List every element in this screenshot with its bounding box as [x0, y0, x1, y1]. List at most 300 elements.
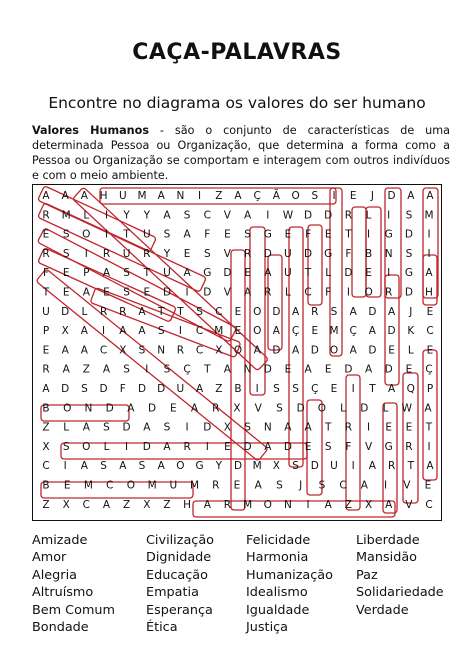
- grid-letter: A: [163, 209, 171, 222]
- grid-letter: L: [365, 209, 372, 222]
- word-list-column-1: [32, 532, 115, 636]
- grid-letter: A: [82, 421, 90, 434]
- grid-letter: E: [224, 440, 231, 453]
- grid-letter: U: [284, 267, 292, 280]
- grid-letter: V: [223, 247, 231, 260]
- grid-letter: A: [163, 440, 171, 453]
- grid-letter: A: [42, 190, 50, 202]
- grid-letter: A: [183, 267, 191, 280]
- word-list-item: Bem Comum: [32, 602, 115, 618]
- grid-letter: U: [330, 460, 338, 473]
- word-list-item: Empatia: [146, 585, 199, 601]
- grid-letter: E: [143, 286, 151, 299]
- grid-letter: A: [425, 267, 433, 280]
- grid-letter: C: [106, 479, 114, 492]
- grid-letter: F: [119, 383, 126, 395]
- grid-letter: V: [365, 440, 373, 453]
- grid-letter: D: [263, 363, 272, 376]
- grid-letter: M: [252, 460, 262, 473]
- grid-letter: A: [157, 190, 165, 202]
- grid-letter: A: [61, 344, 69, 357]
- grid-letter: R: [42, 247, 50, 260]
- grid-letter: C: [339, 479, 347, 492]
- grid-letter: A: [388, 305, 396, 318]
- grid-letter: R: [42, 209, 50, 222]
- grid-letter: E: [234, 305, 242, 318]
- grid-letter: A: [360, 479, 368, 492]
- grid-letter: A: [102, 267, 111, 280]
- grid-letters: [42, 189, 435, 511]
- grid-letter: D: [296, 402, 305, 415]
- grid-letter: A: [102, 498, 111, 511]
- grid-letter: N: [283, 498, 292, 511]
- grid-letter: Ç: [291, 325, 300, 338]
- grid-letter: A: [234, 190, 242, 202]
- grid-canvas: [33, 185, 443, 522]
- grid-letter: S: [123, 363, 130, 376]
- grid-letter: I: [198, 190, 202, 202]
- word-list-item: Harmonia: [246, 550, 309, 566]
- grid-letter: L: [83, 209, 90, 222]
- grid-letter: A: [349, 344, 357, 357]
- grid-letter: I: [427, 440, 431, 453]
- grid-letter: E: [385, 421, 393, 434]
- grid-letter: D: [61, 383, 70, 395]
- grid-letter: A: [143, 421, 151, 434]
- grid-letter: A: [424, 402, 432, 415]
- grid-letter: K: [407, 325, 415, 338]
- grid-letter: A: [284, 421, 292, 434]
- grid-letter: G: [384, 228, 393, 241]
- grid-letter: S: [196, 305, 203, 318]
- grid-letter: Z: [82, 363, 90, 376]
- grid-letter: S: [123, 267, 130, 280]
- grid-letter: D: [368, 305, 377, 318]
- grid-letter: N: [384, 247, 393, 260]
- grid-letter: S: [163, 228, 171, 241]
- grid-letter: E: [405, 363, 413, 376]
- grid-letter: I: [351, 383, 355, 395]
- grid-letter: X: [143, 498, 151, 511]
- grid-letter: F: [42, 267, 50, 280]
- grid-letter: U: [118, 190, 127, 202]
- grid-letter: M: [137, 190, 147, 202]
- word-list-column-4: [356, 532, 444, 619]
- grid-letter: C: [195, 344, 204, 357]
- grid-letter: D: [404, 228, 413, 241]
- grid-letter: O: [291, 190, 300, 202]
- grid-letter: E: [424, 479, 432, 492]
- word-list-item: Idealismo: [246, 585, 308, 601]
- grid-letter: F: [345, 247, 352, 260]
- grid-letter: D: [360, 402, 369, 415]
- grid-letter: S: [276, 402, 283, 415]
- grid-letter: E: [234, 325, 242, 338]
- grid-letter: I: [367, 421, 371, 434]
- grid-letter: D: [310, 344, 319, 357]
- grid-letter: I: [387, 209, 391, 222]
- grid-letter: S: [292, 383, 299, 395]
- word-list-item: Mansidão: [356, 550, 418, 566]
- grid-letter: O: [317, 402, 327, 415]
- grid-letter: E: [169, 402, 177, 415]
- grid-letter: A: [388, 383, 396, 395]
- grid-letter: S: [157, 325, 165, 338]
- grid-letter: S: [81, 383, 88, 395]
- grid-letter: R: [212, 402, 220, 415]
- grid-letter: O: [364, 286, 373, 299]
- grid-letter: A: [42, 383, 50, 395]
- grid-letter: R: [387, 460, 396, 473]
- grid-letter: S: [244, 421, 251, 434]
- grid-letter: T: [324, 421, 332, 434]
- grid-letter: L: [81, 305, 88, 318]
- grid-letter: O: [82, 440, 91, 453]
- grid-letter: P: [83, 267, 90, 280]
- grid-letter: S: [123, 286, 130, 299]
- grid-letter: Ç: [253, 190, 261, 202]
- grid-letter: X: [119, 344, 127, 357]
- grid-letter: C: [99, 344, 108, 357]
- grid-letter: C: [304, 286, 312, 299]
- found-word-outline: [383, 403, 397, 513]
- word-list-item: Felicidade: [246, 533, 311, 548]
- grid-letter: A: [244, 209, 252, 222]
- grid-letter: T: [42, 286, 50, 299]
- grid-letter: R: [243, 247, 252, 260]
- grid-letter: A: [82, 286, 90, 299]
- grid-letter: R: [344, 209, 353, 222]
- grid-letter: A: [80, 460, 88, 473]
- grid-letter: C: [82, 498, 90, 511]
- grid-letter: Ç: [311, 383, 319, 395]
- intro-term: Valores Humanos: [32, 124, 149, 137]
- grid-letter: D: [61, 305, 70, 318]
- grid-letter: X: [272, 460, 281, 473]
- grid-letter: S: [318, 479, 326, 492]
- grid-letter: U: [122, 247, 131, 260]
- grid-letter: O: [82, 228, 91, 241]
- grid-letter: J: [299, 479, 303, 492]
- grid-letter: M: [424, 209, 434, 222]
- grid-letter: V: [223, 209, 231, 222]
- grid-letter: L: [325, 267, 332, 280]
- grid-letter: Ã: [272, 190, 280, 202]
- grid-letter: S: [62, 228, 70, 241]
- grid-letter: C: [203, 209, 211, 222]
- grid-letter: D: [387, 325, 396, 338]
- grid-letter: W: [401, 402, 412, 415]
- grid-letter: D: [142, 440, 151, 453]
- grid-letter: O: [126, 479, 136, 492]
- grid-letter: E: [42, 344, 50, 357]
- grid-letter: I: [104, 209, 109, 222]
- grid-letter: R: [344, 421, 353, 434]
- grid-letter: E: [183, 247, 191, 260]
- grid-letter: A: [368, 460, 376, 473]
- word-list-item: Altruísmo: [32, 585, 94, 601]
- grid-letter: I: [387, 267, 391, 280]
- grid-letter: F: [204, 228, 211, 241]
- grid-letter: I: [63, 460, 67, 473]
- grid-letter: X: [215, 344, 223, 357]
- word-list-item: Esperança: [146, 602, 213, 618]
- grid-letter: I: [332, 190, 336, 202]
- grid-letter: D: [157, 383, 166, 395]
- grid-letter: N: [176, 190, 185, 202]
- grid-letter: A: [385, 498, 393, 511]
- grid-letter: F: [325, 286, 332, 299]
- grid-letter: D: [243, 440, 252, 453]
- grid-letter: R: [212, 479, 220, 492]
- grid-letter: B: [234, 383, 242, 395]
- grid-letter: M: [329, 325, 339, 338]
- grid-letter: A: [157, 460, 165, 473]
- grid-letter: R: [264, 286, 272, 299]
- word-list-column-3: [246, 532, 333, 636]
- grid-letter: Z: [215, 190, 223, 202]
- grid-letter: A: [102, 363, 111, 376]
- grid-letter: X: [42, 440, 50, 453]
- grid-letter: E: [284, 228, 292, 241]
- grid-letter: A: [426, 190, 434, 202]
- grid-letter: S: [324, 440, 332, 453]
- grid-letter: D: [99, 383, 108, 395]
- grid-letter: S: [183, 209, 191, 222]
- grid-letter: E: [330, 383, 338, 395]
- grid-letter: I: [205, 440, 209, 453]
- grid-letter: Z: [42, 421, 50, 434]
- grid-letter: E: [388, 344, 395, 357]
- grid-letter: D: [304, 209, 313, 222]
- grid-letter: S: [273, 383, 280, 395]
- intro-paragraph: [32, 123, 450, 183]
- grid-letter: C: [215, 305, 223, 318]
- grid-letter: R: [223, 498, 232, 511]
- grid-letter: Z: [42, 498, 50, 511]
- grid-letter: F: [345, 440, 352, 453]
- grid-letter: D: [148, 402, 157, 415]
- grid-letter: H: [425, 286, 433, 299]
- grid-letter: G: [384, 440, 393, 453]
- grid-letter: Y: [123, 209, 130, 222]
- grid-letter: V: [223, 286, 231, 299]
- grid-letter: A: [62, 363, 70, 376]
- grid-letter: A: [349, 305, 357, 318]
- grid-letter: D: [310, 460, 319, 473]
- grid-letter: R: [311, 305, 319, 318]
- grid-letter: A: [426, 460, 434, 473]
- grid-letter: T: [369, 383, 376, 395]
- grid-letter: A: [264, 440, 272, 453]
- grid-letter: Y: [215, 460, 223, 473]
- grid-letter: F: [305, 228, 312, 241]
- grid-letter: D: [368, 344, 377, 357]
- grid-letter: S: [163, 421, 171, 434]
- grid-letter: S: [203, 247, 211, 260]
- grid-letter: D: [324, 209, 333, 222]
- grid-letter: A: [368, 325, 376, 338]
- grid-letter: S: [138, 344, 146, 357]
- grid-letter: A: [292, 305, 300, 318]
- word-search-grid: [32, 184, 442, 521]
- grid-letter: I: [351, 460, 355, 473]
- grid-letter: O: [253, 325, 262, 338]
- grid-letter: E: [365, 267, 372, 280]
- grid-letter: I: [104, 228, 109, 241]
- grid-letter: A: [292, 344, 300, 357]
- grid-letter: R: [143, 247, 151, 260]
- grid-letter: R: [99, 305, 108, 318]
- grid-letter: A: [365, 363, 373, 376]
- grid-letter: U: [169, 479, 178, 492]
- grid-letter: G: [263, 228, 272, 241]
- grid-letter: L: [407, 344, 414, 357]
- grid-letter: E: [304, 440, 312, 453]
- grid-letter: E: [349, 190, 357, 202]
- grid-letter: E: [284, 363, 292, 376]
- grid-letter: A: [324, 498, 332, 511]
- grid-letter: G: [324, 247, 333, 260]
- grid-letter: Z: [344, 498, 353, 511]
- word-list-item: Educação: [146, 567, 208, 583]
- grid-letter: E: [244, 267, 251, 280]
- grid-letter: M: [189, 479, 200, 492]
- found-word-outline-diagonal: [36, 269, 268, 461]
- grid-letter: D: [272, 305, 281, 318]
- grid-letter: Ç: [183, 363, 191, 376]
- grid-letter: D: [283, 440, 292, 453]
- grid-letter: W: [282, 209, 294, 222]
- grid-letter: M: [83, 479, 93, 492]
- grid-letter: L: [340, 402, 347, 415]
- grid-letter: A: [80, 190, 88, 202]
- grid-letter: R: [42, 363, 50, 376]
- grid-letter: I: [427, 228, 431, 241]
- grid-letter: R: [176, 344, 185, 357]
- grid-letter: G: [195, 460, 204, 473]
- grid-letter: I: [125, 440, 129, 453]
- grid-letter: R: [385, 286, 393, 299]
- grid-letter: A: [190, 402, 199, 415]
- grid-letter: C: [425, 498, 433, 511]
- grid-letter: T: [143, 267, 151, 280]
- page-subtitle: Encontre no diagrama os valores do ser humano: [48, 94, 426, 112]
- grid-letter: S: [138, 460, 146, 473]
- grid-letter: E: [62, 267, 70, 280]
- grid-letter: Ç: [425, 363, 433, 376]
- grid-letter: G: [404, 267, 413, 280]
- grid-letter: O: [253, 305, 262, 318]
- grid-letter: N: [157, 344, 166, 357]
- word-list-column-2: [146, 532, 214, 636]
- grid-letter: I: [178, 325, 182, 338]
- grid-letter: G: [203, 267, 212, 280]
- grid-letter: D: [344, 267, 353, 280]
- word-list-item: Alegria: [32, 567, 77, 583]
- grid-letter: E: [42, 228, 50, 241]
- word-list-item: Bondade: [32, 620, 89, 636]
- word-list-item: Dignidade: [146, 550, 212, 566]
- grid-letter: C: [195, 325, 204, 338]
- grid-letter: D: [404, 286, 413, 299]
- grid-letter: D: [263, 247, 272, 260]
- grid-letter: T: [157, 305, 165, 318]
- grid-letter: S: [292, 460, 299, 473]
- grid-letter: H: [99, 190, 108, 202]
- grid-letter: R: [102, 247, 111, 260]
- grid-letter: L: [63, 421, 70, 434]
- grid-letter: E: [63, 479, 71, 492]
- word-list-item: Liberdade: [356, 533, 420, 548]
- found-word-outline: [423, 188, 438, 298]
- word-list-item: Amor: [32, 550, 67, 566]
- grid-letter: I: [383, 479, 388, 492]
- grid-letter: D: [162, 286, 172, 299]
- grid-letter: E: [324, 228, 332, 241]
- grid-letter: S: [330, 305, 338, 318]
- grid-letter: O: [63, 402, 72, 415]
- grid-letter: E: [324, 363, 332, 376]
- grid-letter: A: [119, 460, 127, 473]
- grid-letter: D: [122, 421, 131, 434]
- grid-letter: D: [344, 363, 353, 376]
- page-title: CAÇA-PALAVRAS: [132, 40, 342, 65]
- grid-letter: I: [306, 498, 310, 511]
- grid-letter: L: [382, 402, 389, 415]
- grid-letter: N: [263, 421, 272, 434]
- grid-letter: S: [62, 247, 70, 260]
- grid-letter: E: [62, 286, 70, 299]
- grid-letter: U: [142, 228, 151, 241]
- grid-letter: Y: [163, 247, 171, 260]
- grid-letter: A: [196, 383, 204, 395]
- grid-letter: A: [304, 421, 312, 434]
- grid-letter: Y: [143, 209, 151, 222]
- grid-letter: L: [103, 440, 110, 453]
- grid-letter: E: [224, 228, 231, 241]
- grid-letter: T: [407, 460, 415, 473]
- grid-letter: Q: [406, 383, 415, 395]
- word-list-item: Solidariedade: [356, 585, 444, 601]
- grid-letter: O: [176, 460, 185, 473]
- found-word-outline: [352, 207, 366, 297]
- word-list-item: Humanização: [246, 567, 333, 583]
- grid-letter: A: [138, 305, 146, 318]
- grid-letter: V: [403, 479, 411, 492]
- grid-letter: O: [233, 344, 243, 357]
- grid-letter: I: [145, 363, 149, 376]
- word-list-item: Ética: [146, 620, 178, 636]
- grid-letter: M: [214, 325, 224, 338]
- grid-letter: L: [284, 286, 291, 299]
- grid-letter: C: [426, 325, 434, 338]
- grid-letter: T: [345, 228, 352, 241]
- word-list-item: Paz: [356, 567, 378, 583]
- grid-letter: A: [138, 325, 146, 338]
- grid-letter: R: [119, 305, 127, 318]
- grid-letter: Z: [163, 498, 171, 511]
- grid-letter: D: [223, 267, 232, 280]
- grid-letter: Ç: [349, 325, 357, 338]
- grid-letter: D: [203, 421, 212, 434]
- grid-letter: E: [233, 479, 241, 492]
- grid-letter: O: [263, 498, 272, 511]
- grid-letter: E: [426, 305, 434, 318]
- grid-letter: I: [346, 286, 350, 299]
- grid-letter: A: [264, 267, 272, 280]
- grid-letter: S: [163, 363, 171, 376]
